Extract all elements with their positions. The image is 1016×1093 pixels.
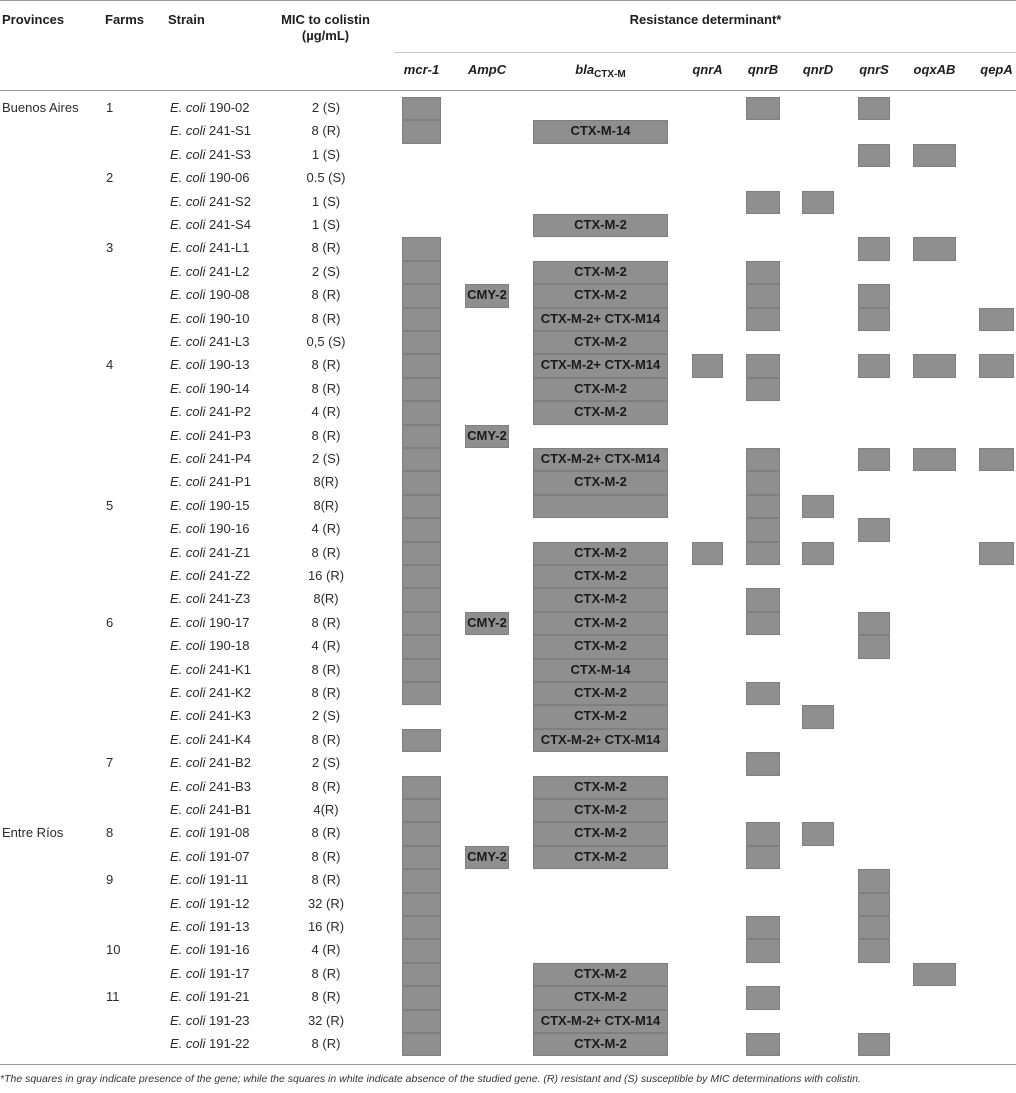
header-mic-line2: (µg/mL)	[301, 28, 350, 43]
mic-value: 8 (R)	[311, 357, 341, 373]
strain-name: E. coli 190-08	[170, 287, 250, 303]
strain-name: E. coli 190-17	[170, 614, 250, 630]
presence-mcr1	[402, 495, 441, 518]
presence-qnra	[692, 542, 723, 565]
farm-number: 11	[106, 989, 120, 1005]
presence-label: CTX-M-2	[574, 287, 627, 303]
strain-genus: E. coli	[170, 848, 206, 864]
presence-label: CTX-M-2	[574, 474, 627, 490]
presence-mcr1	[402, 846, 441, 869]
presence-bla	[533, 495, 668, 518]
strain-genus: E. coli	[170, 895, 206, 911]
mic-value: 8 (R)	[311, 685, 341, 700]
strain-genus: E. coli	[170, 146, 206, 162]
presence-qnrb	[746, 191, 780, 214]
presence-qnrb	[746, 378, 780, 401]
strain-name: E. coli 191-11	[170, 872, 249, 888]
presence-mcr1	[402, 682, 441, 705]
header-gene-mcr1: mcr-1	[403, 62, 440, 77]
presence-qnrs	[858, 869, 890, 892]
presence-qnrb	[746, 471, 780, 494]
mic-value: 4 (R)	[311, 638, 341, 654]
strain-genus: E. coli	[170, 193, 206, 209]
presence-label: CTX-M-2	[574, 614, 627, 630]
farm-number: 1	[106, 100, 114, 115]
presence-oqxab	[913, 237, 956, 260]
mic-value: 4 (R)	[311, 404, 341, 420]
presence-label: CTX-M-2	[574, 334, 627, 349]
presence-mcr1	[402, 869, 441, 892]
mic-value: 0,5 (S)	[306, 334, 346, 349]
mic-value: 8 (R)	[311, 380, 341, 396]
mic-value: 8 (R)	[311, 848, 341, 864]
strain-name: E. coli 190-06	[170, 170, 250, 186]
presence-label: CTX-M-2	[574, 544, 627, 560]
mic-value: 8 (R)	[311, 778, 341, 794]
presence-qnrb	[746, 588, 780, 611]
presence-qnrb	[746, 495, 780, 518]
strain-genus: E. coli	[170, 521, 206, 537]
presence-mcr1	[402, 799, 441, 822]
mic-value: 2 (S)	[311, 451, 341, 466]
presence-label: CTX-M-2	[574, 848, 627, 864]
strain-name: E. coli 241-P3	[170, 427, 251, 443]
presence-label: CTX-M-2	[574, 778, 627, 794]
strain-genus: E. coli	[170, 357, 206, 373]
presence-qnrs	[858, 518, 890, 541]
strain-genus: E. coli	[170, 544, 206, 560]
strain-name: E. coli 190-13	[170, 357, 250, 373]
strain-name: E. coli 241-K2	[170, 685, 251, 700]
strain-genus: E. coli	[170, 661, 206, 677]
presence-label: CTX-M-2	[574, 638, 627, 654]
presence-qnrs	[858, 237, 890, 260]
strain-name: E. coli 241-B2	[170, 755, 251, 771]
mic-value: 0.5 (S)	[306, 170, 346, 186]
presence-qnrb	[746, 261, 780, 284]
strain-genus: E. coli	[170, 334, 206, 349]
presence-qnrb	[746, 682, 780, 705]
presence-qnrs	[858, 284, 890, 307]
mic-value: 4(R)	[313, 802, 339, 817]
mic-value: 2 (S)	[311, 755, 341, 771]
presence-qnrb	[746, 308, 780, 331]
strain-genus: E. coli	[170, 380, 206, 396]
mic-value: 8 (R)	[311, 427, 341, 443]
presence-label: CTX-M-14	[570, 661, 631, 677]
presence-label: CTX-M-2	[574, 1036, 627, 1051]
strain-genus: E. coli	[170, 778, 206, 794]
presence-qnrb	[746, 354, 780, 377]
presence-label: CTX-M-14	[570, 123, 631, 139]
strain-genus: E. coli	[170, 568, 206, 583]
header-resistance: Resistance determinant*	[629, 12, 782, 27]
strain-genus: E. coli	[170, 404, 206, 420]
presence-oqxab	[913, 448, 956, 471]
strain-name: E. coli 191-23	[170, 1012, 250, 1028]
mic-value: 8 (R)	[311, 872, 341, 888]
strain-name: E. coli 191-08	[170, 825, 250, 841]
mic-value: 1 (S)	[311, 217, 341, 232]
presence-mcr1	[402, 986, 441, 1009]
farm-number: 9	[106, 872, 114, 888]
mic-value: 1 (S)	[311, 193, 341, 209]
presence-qnrb	[746, 284, 780, 307]
presence-mcr1	[402, 822, 441, 845]
mic-value: 8 (R)	[311, 614, 341, 630]
presence-label: CTX-M-2	[574, 217, 627, 232]
mic-value: 2 (S)	[311, 708, 341, 724]
presence-qnrs	[858, 448, 890, 471]
province-label: Entre Ríos	[2, 825, 64, 841]
presence-qnrs	[858, 635, 890, 658]
strain-genus: E. coli	[170, 1012, 206, 1028]
presence-mcr1	[402, 308, 441, 331]
strain-name: E. coli 191-16	[170, 942, 250, 958]
strain-genus: E. coli	[170, 310, 206, 326]
presence-qnrs	[858, 939, 890, 962]
strain-genus: E. coli	[170, 497, 206, 513]
mic-value: 16 (R)	[307, 919, 345, 934]
strain-genus: E. coli	[170, 965, 206, 981]
table-bottom-rule	[0, 1064, 1016, 1065]
strain-genus: E. coli	[170, 825, 206, 841]
presence-qnrb	[746, 822, 780, 845]
header-sub-rule	[395, 52, 1016, 53]
presence-label: CMY-2	[467, 427, 507, 443]
strain-genus: E. coli	[170, 170, 206, 186]
strain-genus: E. coli	[170, 427, 206, 443]
strain-genus: E. coli	[170, 731, 206, 747]
presence-qnrd	[802, 542, 834, 565]
mic-value: 32 (R)	[307, 1012, 345, 1028]
presence-qnrb	[746, 752, 780, 775]
presence-label: CTX-M-2+ CTX-M14	[540, 310, 661, 326]
strain-name: E. coli 241-Z3	[170, 591, 251, 607]
presence-label: CTX-M-2	[574, 965, 627, 981]
presence-qnrd	[802, 191, 834, 214]
strain-genus: E. coli	[170, 217, 206, 232]
presence-qnrb	[746, 939, 780, 962]
presence-mcr1	[402, 542, 441, 565]
strain-name: E. coli 191-13	[170, 919, 250, 934]
presence-qnrb	[746, 846, 780, 869]
presence-qnrb	[746, 986, 780, 1009]
presence-label: CTX-M-2+ CTX-M14	[540, 731, 661, 747]
strain-genus: E. coli	[170, 474, 206, 490]
mic-value: 8 (R)	[311, 661, 341, 677]
presence-mcr1	[402, 120, 441, 143]
strain-name: E. coli 241-K3	[170, 708, 251, 724]
strain-name: E. coli 241-S4	[170, 217, 251, 232]
presence-label: CTX-M-2	[574, 989, 627, 1005]
presence-mcr1	[402, 97, 441, 120]
strain-genus: E. coli	[170, 685, 206, 700]
mic-value: 8 (R)	[311, 965, 341, 981]
strain-genus: E. coli	[170, 1036, 206, 1051]
presence-oqxab	[913, 354, 956, 377]
strain-name: E. coli 241-L2	[170, 263, 250, 279]
presence-mcr1	[402, 378, 441, 401]
presence-qnrs	[858, 612, 890, 635]
farm-number: 10	[106, 942, 121, 958]
header-gene-qnrd: qnrD	[802, 62, 834, 77]
farm-number: 8	[106, 825, 114, 841]
header-strain: Strain	[168, 12, 205, 27]
strain-name: E. coli 190-15	[170, 497, 250, 513]
mic-value: 8(R)	[313, 474, 339, 490]
strain-genus: E. coli	[170, 123, 206, 139]
presence-qepa	[979, 354, 1014, 377]
strain-name: E. coli 190-16	[170, 521, 250, 537]
presence-mcr1	[402, 471, 441, 494]
strain-genus: E. coli	[170, 872, 206, 888]
strain-name: E. coli 190-18	[170, 638, 250, 654]
presence-label: CTX-M-2	[574, 591, 627, 607]
strain-name: E. coli 241-S3	[170, 146, 251, 162]
presence-mcr1	[402, 331, 441, 354]
strain-name: E. coli 241-L3	[170, 334, 250, 349]
strain-name: E. coli 241-B1	[170, 802, 251, 817]
mic-value: 4 (R)	[311, 521, 341, 537]
header-gene-oqxab: oqxAB	[913, 62, 956, 77]
mic-value: 8 (R)	[311, 123, 341, 139]
mic-value: 8 (R)	[311, 287, 341, 303]
farm-number: 6	[106, 614, 114, 630]
strain-genus: E. coli	[170, 263, 206, 279]
presence-mcr1	[402, 261, 441, 284]
presence-label: CTX-M-2+ CTX-M14	[540, 1012, 661, 1028]
strain-genus: E. coli	[170, 638, 206, 654]
presence-mcr1	[402, 916, 441, 939]
mic-value: 2 (S)	[311, 263, 341, 279]
mic-value: 32 (R)	[307, 895, 345, 911]
farm-number: 2	[106, 170, 114, 186]
table-top-rule	[0, 0, 1016, 1]
presence-qnrb	[746, 97, 780, 120]
presence-mcr1	[402, 425, 441, 448]
mic-value: 8 (R)	[311, 731, 341, 747]
strain-name: E. coli 241-S1	[170, 123, 251, 139]
presence-qepa	[979, 308, 1014, 331]
presence-label: CMY-2	[467, 614, 507, 630]
strain-name: E. coli 241-S2	[170, 193, 251, 209]
presence-qnra	[692, 354, 723, 377]
presence-qnrb	[746, 542, 780, 565]
strain-genus: E. coli	[170, 240, 206, 256]
strain-name: E. coli 241-K1	[170, 661, 251, 677]
header-gene-qnra: qnrA	[692, 62, 723, 77]
presence-qnrb	[746, 518, 780, 541]
presence-qnrs	[858, 97, 890, 120]
presence-qepa	[979, 448, 1014, 471]
presence-qnrs	[858, 354, 890, 377]
mic-value: 8 (R)	[311, 544, 341, 560]
presence-mcr1	[402, 635, 441, 658]
strain-name: E. coli 241-P2	[170, 404, 251, 420]
strain-name: E. coli 241-Z2	[170, 568, 251, 583]
presence-oqxab	[913, 963, 956, 986]
strain-genus: E. coli	[170, 591, 206, 607]
header-gene-bla: bla$_{CTX-M}$	[575, 62, 626, 80]
strain-genus: E. coli	[170, 802, 206, 817]
presence-label: CTX-M-2+ CTX-M14	[540, 451, 661, 466]
presence-qnrs	[858, 308, 890, 331]
presence-mcr1	[402, 729, 441, 752]
province-label: Buenos Aires	[2, 100, 79, 115]
presence-mcr1	[402, 963, 441, 986]
strain-genus: E. coli	[170, 708, 206, 724]
presence-qepa	[979, 542, 1014, 565]
presence-label: CTX-M-2	[574, 404, 627, 420]
presence-label: CMY-2	[467, 848, 507, 864]
presence-label: CTX-M-2	[574, 825, 627, 841]
strain-name: E. coli 191-22	[170, 1036, 250, 1051]
strain-name: E. coli 241-B3	[170, 778, 251, 794]
strain-name: E. coli 191-21	[170, 989, 250, 1005]
strain-genus: E. coli	[170, 942, 206, 958]
presence-mcr1	[402, 354, 441, 377]
presence-qnrd	[802, 822, 834, 845]
presence-label: CTX-M-2+ CTX-M14	[540, 357, 661, 373]
header-gene-qnrs: qnrS	[859, 62, 889, 77]
header-bla-subscript: CTX-M	[594, 69, 626, 80]
strain-genus: E. coli	[170, 989, 206, 1005]
strain-name: E. coli 190-14	[170, 380, 250, 396]
strain-name: E. coli 191-07	[170, 848, 250, 864]
mic-value: 8 (R)	[311, 825, 341, 841]
mic-value: 1 (S)	[311, 146, 341, 162]
presence-mcr1	[402, 1033, 441, 1056]
presence-qnrs	[858, 144, 890, 167]
farm-number: 3	[106, 240, 114, 256]
header-mic	[278, 12, 373, 44]
strain-genus: E. coli	[170, 614, 206, 630]
strain-name: E. coli 241-L1	[170, 240, 250, 256]
mic-value: 8(R)	[313, 497, 339, 513]
presence-label: CTX-M-2	[574, 708, 627, 724]
header-mic-line1: MIC to colistin	[281, 12, 370, 27]
mic-value: 8 (R)	[311, 240, 341, 256]
mic-value: 8 (R)	[311, 310, 341, 326]
presence-qnrd	[802, 495, 834, 518]
strain-genus: E. coli	[170, 451, 206, 466]
strain-name: E. coli 241-K4	[170, 731, 251, 747]
farm-number: 4	[106, 357, 114, 373]
presence-mcr1	[402, 448, 441, 471]
strain-name: E. coli 190-02	[170, 100, 250, 115]
table-footnote: *The squares in gray indicate presence of the gene; while the squares in white indicate absence of the studied gene. (R) resistant and (S) susceptible by MIC determinations with colistin.	[0, 1073, 861, 1085]
header-gene-qepa: qepA	[980, 62, 1013, 77]
header-provinces: Provinces	[2, 12, 65, 27]
presence-mcr1	[402, 893, 441, 916]
strain-name: E. coli 241-Z1	[170, 544, 251, 560]
strain-genus: E. coli	[170, 100, 206, 115]
mic-value: 4 (R)	[311, 942, 341, 958]
presence-mcr1	[402, 776, 441, 799]
presence-label: CMY-2	[467, 287, 507, 303]
strain-name: E. coli 191-17	[170, 965, 250, 981]
presence-mcr1	[402, 518, 441, 541]
farm-number: 7	[106, 755, 114, 771]
mic-value: 16 (R)	[307, 568, 345, 583]
strain-genus: E. coli	[170, 755, 206, 771]
mic-value: 8 (R)	[311, 989, 341, 1005]
header-farms: Farms	[105, 12, 145, 27]
strain-name: E. coli 190-10	[170, 310, 250, 326]
presence-label: CTX-M-2	[574, 685, 627, 700]
strain-name: E. coli 191-12	[170, 895, 250, 911]
mic-value: 8(R)	[313, 591, 339, 607]
strain-genus: E. coli	[170, 919, 206, 934]
presence-qnrb	[746, 1033, 780, 1056]
presence-qnrb	[746, 448, 780, 471]
presence-mcr1	[402, 565, 441, 588]
presence-qnrs	[858, 893, 890, 916]
presence-mcr1	[402, 588, 441, 611]
strain-name: E. coli 241-P4	[170, 451, 251, 466]
presence-mcr1	[402, 939, 441, 962]
presence-mcr1	[402, 284, 441, 307]
farm-number: 5	[106, 497, 114, 513]
presence-label: CTX-M-2	[574, 380, 627, 396]
presence-qnrb	[746, 612, 780, 635]
presence-mcr1	[402, 612, 441, 635]
presence-oqxab	[913, 144, 956, 167]
presence-mcr1	[402, 237, 441, 260]
presence-qnrs	[858, 1033, 890, 1056]
mic-value: 2 (S)	[311, 100, 341, 115]
presence-mcr1	[402, 659, 441, 682]
presence-label: CTX-M-2	[574, 802, 627, 817]
header-bottom-rule	[0, 90, 1016, 91]
presence-mcr1	[402, 1010, 441, 1033]
presence-label: CTX-M-2	[574, 568, 627, 583]
strain-genus: E. coli	[170, 287, 206, 303]
strain-name: E. coli 241-P1	[170, 474, 251, 490]
header-gene-ampc: AmpC	[467, 62, 507, 77]
mic-value: 8 (R)	[311, 1036, 341, 1051]
header-gene-qnrb: qnrB	[747, 62, 779, 77]
presence-mcr1	[402, 401, 441, 424]
presence-qnrd	[802, 705, 834, 728]
presence-label: CTX-M-2	[574, 263, 627, 279]
presence-qnrs	[858, 916, 890, 939]
presence-qnrb	[746, 916, 780, 939]
